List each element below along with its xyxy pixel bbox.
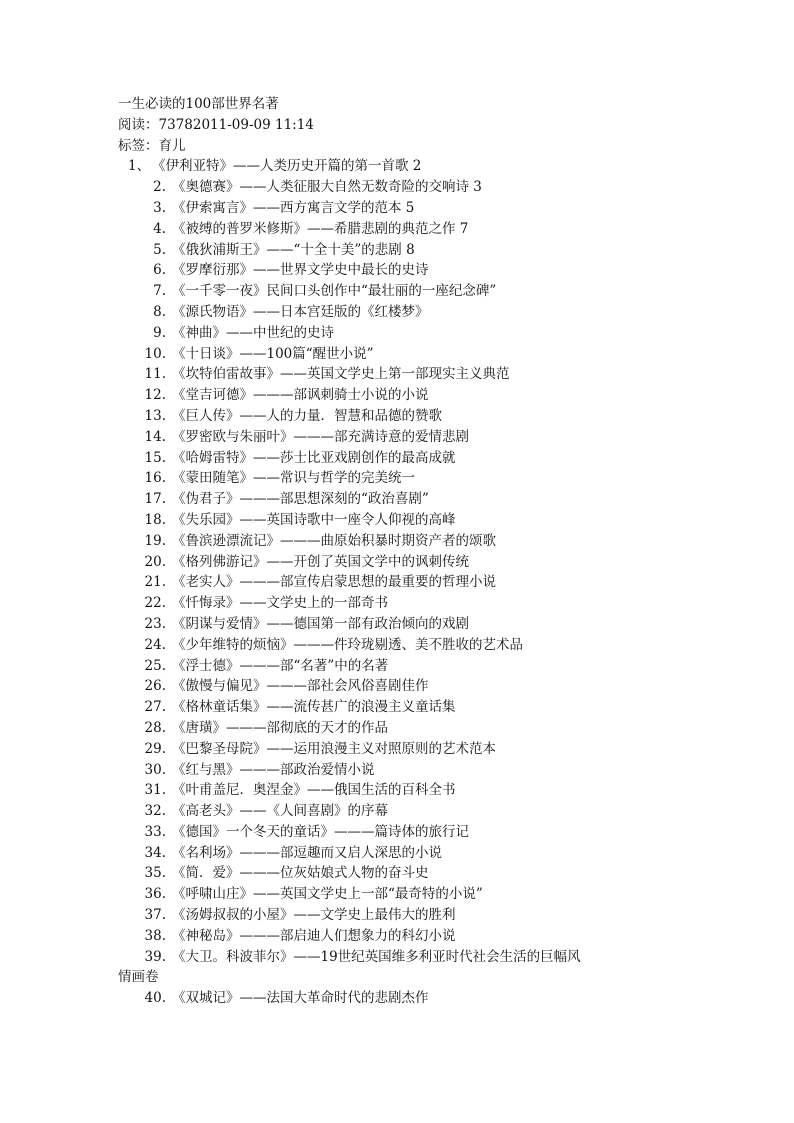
item-number: 40. xyxy=(144,990,166,1007)
item-text: 《伊索寓言》——西方寓言文学的范本 5 xyxy=(172,199,415,216)
item-number: 26. xyxy=(144,678,166,695)
item-number: 8. xyxy=(153,303,166,320)
item-text: 《神秘岛》———部启迪人们想象力的科幻小说 xyxy=(172,927,456,944)
list-item xyxy=(118,240,678,261)
item-text: 《呼啸山庄》——英国文学史上一部“最奇特的小说” xyxy=(172,886,483,903)
item-number: 30. xyxy=(144,761,166,778)
list-item xyxy=(118,863,678,884)
item-text: 《红与黑》———部政治爱情小说 xyxy=(172,761,375,778)
list-item xyxy=(118,697,678,718)
item-text: 《罗密欧与朱丽叶》———部充满诗意的爱情悲剧 xyxy=(172,428,469,445)
item-text: 《源氏物语》——日本宫廷版的《红楼梦》 xyxy=(172,303,429,320)
item-text: 《高老头》——《人间喜剧》的序幕 xyxy=(172,803,388,820)
item-text: 《汤姆叔叔的小屋》——文学史上最伟大的胜利 xyxy=(172,907,456,924)
item-number: 14. xyxy=(144,428,166,445)
item-text: 《叶甫盖尼．奥涅金》——俄国生活的百科全书 xyxy=(172,782,456,799)
item-number: 11. xyxy=(144,366,166,383)
list-item xyxy=(118,552,678,573)
list-item xyxy=(118,489,678,510)
list-item xyxy=(118,344,678,365)
item-text: 《巴黎圣母院》——运用浪漫主义对照原则的艺术范本 xyxy=(172,740,496,757)
list-item xyxy=(118,656,678,677)
item-text: 《失乐园》——英国诗歌中一座令人仰视的高峰 xyxy=(172,511,456,528)
list-item xyxy=(118,801,678,822)
item-number: 1、 xyxy=(128,158,151,175)
list-item xyxy=(118,843,678,864)
list-item xyxy=(118,780,678,801)
item-text: 《少年维特的烦恼》———件玲珑剔透、美不胜收的艺术品 xyxy=(172,636,523,653)
item-number: 28. xyxy=(144,719,166,736)
list-item xyxy=(118,177,678,198)
item-number: 4. xyxy=(153,220,166,237)
item-number: 13. xyxy=(144,407,166,424)
item-number: 34. xyxy=(144,844,166,861)
item-text: 《被缚的普罗米修斯》——希腊悲剧的典范之作 7 xyxy=(172,220,469,237)
item-text: 《浮士德》———部“名著”中的名著 xyxy=(172,657,389,674)
item-text: 《忏悔录》——文学史上的一部奇书 xyxy=(172,595,388,612)
document-title: 一生必读的100部世界名著 xyxy=(118,96,279,112)
item-number: 29. xyxy=(144,740,166,757)
item-number: 7. xyxy=(153,283,166,300)
list-item xyxy=(118,468,678,489)
item-text: 《堂吉诃德》———部讽刺骑士小说的小说 xyxy=(172,387,429,404)
list-item xyxy=(118,676,678,697)
list-item xyxy=(118,635,678,656)
item-text: 《格林童话集》——流传甚广的浪漫主义童话集 xyxy=(172,699,456,716)
item-text: 《简．爱》———位灰姑娘式人物的奋斗史 xyxy=(172,865,429,882)
item-text: 《大卫。科波菲尔》——19世纪英国维多利亚时代社会生活的巨幅风 xyxy=(172,948,581,965)
list-item xyxy=(118,302,678,323)
list-item xyxy=(118,198,678,219)
item-number: 31. xyxy=(144,782,166,799)
list-item xyxy=(118,323,678,344)
list-item xyxy=(118,406,678,427)
item-number: 17. xyxy=(144,491,166,508)
item-number: 24. xyxy=(144,636,166,653)
item-text: 《奥德赛》——人类征服大自然无数奇险的交响诗 3 xyxy=(172,179,482,196)
item-number: 25. xyxy=(144,657,166,674)
list-item xyxy=(118,760,678,781)
item-number: 12. xyxy=(144,387,166,404)
list-item xyxy=(118,385,678,406)
list-item xyxy=(118,219,678,240)
read-meta: 阅读：73782011-09-09 11:14 xyxy=(118,116,314,133)
list-item xyxy=(118,822,678,843)
list-item xyxy=(118,364,678,385)
item-text: 《伊利亚特》——人类历史开篇的第一首歌 2 xyxy=(152,158,422,175)
item-number: 6. xyxy=(153,262,166,279)
item-text: 《格列佛游记》——开创了英国文学中的讽刺传统 xyxy=(172,553,469,570)
list-item xyxy=(118,572,678,593)
document xyxy=(118,94,678,1009)
item-number: 32. xyxy=(144,803,166,820)
item-number: 36. xyxy=(144,886,166,903)
item-text: 《老实人》———部宣传启蒙思想的最重要的哲理小说 xyxy=(172,574,496,591)
tags-line: 标签：育儿 xyxy=(118,137,186,154)
item-text: 《德国》一个冬天的童话》———篇诗体的旅行记 xyxy=(172,823,469,840)
item-number: 35. xyxy=(144,865,166,882)
item-number: 18. xyxy=(144,511,166,528)
item-text: 《一千零一夜》民间口头创作中“最壮丽的一座纪念碑” xyxy=(172,283,497,300)
item-number: 27. xyxy=(144,699,166,716)
item-text: 《巨人传》——人的力量．智慧和品德的赞歌 xyxy=(172,407,442,424)
item-text: 《阴谋与爱情》——德国第一部有政治倾向的戏剧 xyxy=(172,615,469,632)
item-number: 22. xyxy=(144,595,166,612)
item-number: 2. xyxy=(153,179,166,196)
item-text: 《傲慢与偏见》———部社会风俗喜剧佳作 xyxy=(172,678,429,695)
item-text: 《神曲》——中世纪的史诗 xyxy=(172,324,334,341)
book-list xyxy=(118,156,678,1009)
list-item xyxy=(118,614,678,635)
item-number: 21. xyxy=(144,574,166,591)
item-text: 《蒙田随笔》——常识与哲学的完美统一 xyxy=(172,470,415,487)
list-item xyxy=(118,884,678,905)
item-number: 38. xyxy=(144,927,166,944)
list-item xyxy=(118,947,678,989)
list-item xyxy=(118,593,678,614)
item-text: 《罗摩衍那》——世界文学史中最长的史诗 xyxy=(172,262,429,279)
item-text: 《名利场》———部逗趣而又启人深思的小说 xyxy=(172,844,442,861)
item-number: 15. xyxy=(144,449,166,466)
item-number: 10. xyxy=(144,345,166,362)
list-item xyxy=(118,510,678,531)
item-number: 39. xyxy=(144,948,166,965)
item-text: 《双城记》——法国大革命时代的悲剧杰作 xyxy=(172,990,429,1007)
item-text: 《十日谈》——100篇“醒世小说” xyxy=(172,345,374,362)
item-text: 《俄狄浦斯王》——“十全十美”的悲剧 8 xyxy=(172,241,415,258)
list-item xyxy=(118,718,678,739)
item-number: 33. xyxy=(144,823,166,840)
item-number: 16. xyxy=(144,470,166,487)
list-item xyxy=(118,281,678,302)
list-item xyxy=(118,905,678,926)
list-item xyxy=(118,988,678,1009)
item-text: 《鲁滨逊漂流记》———曲原始积暴时期资产者的颂歌 xyxy=(172,532,496,549)
item-text: 《哈姆雷特》——莎士比亚戏剧创作的最高成就 xyxy=(172,449,456,466)
item-number: 37. xyxy=(144,907,166,924)
list-item xyxy=(118,739,678,760)
item-text-continuation: 情画卷 xyxy=(118,969,159,986)
item-number: 20. xyxy=(144,553,166,570)
item-text: 《伪君子》———部思想深刻的“政治喜剧” xyxy=(172,491,429,508)
list-item xyxy=(118,926,678,947)
item-number: 19. xyxy=(144,532,166,549)
list-item xyxy=(118,260,678,281)
list-item xyxy=(118,448,678,469)
item-text: 《坎特伯雷故事》——英国文学史上第一部现实主义典范 xyxy=(172,366,510,383)
item-number: 3. xyxy=(153,199,166,216)
list-item xyxy=(118,156,678,177)
list-item xyxy=(118,427,678,448)
item-number: 9. xyxy=(153,324,166,341)
list-item xyxy=(118,531,678,552)
item-text: 《唐璜》———部彻底的天才的作品 xyxy=(172,719,388,736)
item-number: 23. xyxy=(144,615,166,632)
item-number: 5. xyxy=(153,241,166,258)
